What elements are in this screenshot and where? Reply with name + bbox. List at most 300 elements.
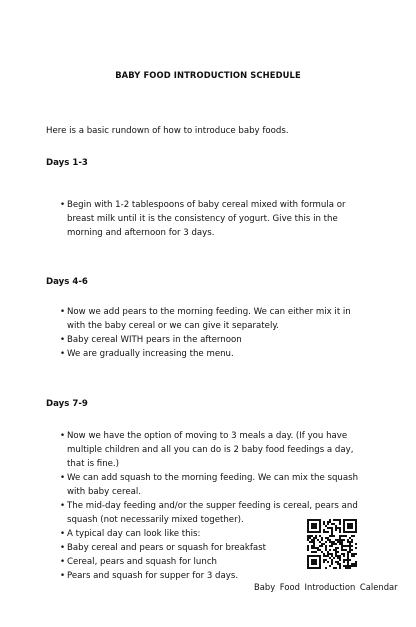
qr-module	[307, 555, 309, 557]
qr-module	[349, 547, 351, 549]
qr-module	[325, 545, 327, 547]
qr-module	[307, 521, 309, 523]
qr-module	[319, 549, 321, 551]
qr-module	[355, 529, 357, 531]
qr-module	[347, 555, 349, 557]
qr-module	[315, 525, 317, 527]
qr-module	[343, 561, 345, 563]
qr-module	[307, 557, 309, 559]
qr-module	[307, 565, 309, 567]
qr-module	[323, 555, 325, 557]
qr-module	[333, 523, 335, 525]
qr-module	[313, 547, 315, 549]
qr-module	[315, 537, 317, 539]
qr-module	[327, 523, 329, 525]
qr-module	[355, 543, 357, 545]
qr-module	[351, 539, 353, 541]
qr-module	[339, 555, 341, 557]
qr-module	[339, 531, 341, 533]
qr-module	[335, 529, 337, 531]
qr-module	[355, 525, 357, 527]
qr-module	[343, 549, 345, 551]
qr-module	[311, 541, 313, 543]
qr-module	[315, 559, 317, 561]
qr-module	[335, 551, 337, 553]
qr-module	[319, 555, 321, 557]
qr-module	[353, 565, 355, 567]
qr-module	[341, 539, 343, 541]
qr-module	[337, 563, 339, 565]
qr-module	[343, 529, 345, 531]
qr-module	[347, 525, 349, 527]
qr-module	[327, 551, 329, 553]
qr-module	[319, 531, 321, 533]
qr-module	[311, 567, 313, 569]
qr-module	[307, 567, 309, 569]
list-item: • We are gradually increasing the menu.	[62, 347, 362, 361]
qr-module	[325, 547, 327, 549]
qr-module	[331, 559, 333, 561]
qr-module	[347, 553, 349, 555]
qr-module	[331, 531, 333, 533]
qr-module	[323, 561, 325, 563]
qr-module	[319, 535, 321, 537]
qr-module	[331, 561, 333, 563]
qr-module	[353, 553, 355, 555]
qr-module	[307, 523, 309, 525]
qr-module	[319, 541, 321, 543]
qr-module	[355, 523, 357, 525]
qr-module	[309, 535, 311, 537]
qr-module	[319, 563, 321, 565]
qr-module	[335, 547, 337, 549]
qr-module	[325, 549, 327, 551]
qr-module	[339, 559, 341, 561]
qr-module	[349, 527, 351, 529]
qr-module	[307, 529, 309, 531]
qr-module	[353, 555, 355, 557]
qr-module	[327, 527, 329, 529]
qr-module	[315, 535, 317, 537]
qr-module	[345, 531, 347, 533]
qr-module	[337, 539, 339, 541]
qr-module	[351, 565, 353, 567]
qr-module	[319, 567, 321, 569]
qr-module	[339, 521, 341, 523]
qr-module	[321, 537, 323, 539]
qr-module	[343, 523, 345, 525]
qr-module	[355, 519, 357, 521]
qr-module	[313, 527, 315, 529]
list-item: • Baby cereal and pears or squash for breakfast	[62, 541, 362, 555]
qr-module	[339, 529, 341, 531]
qr-module	[355, 521, 357, 523]
qr-module	[347, 563, 349, 565]
qr-module	[339, 537, 341, 539]
footer-caption: Baby Food Introduction Calendar	[254, 582, 398, 592]
qr-module	[347, 557, 349, 559]
qr-module	[331, 545, 333, 547]
qr-module	[331, 529, 333, 531]
qr-module	[311, 559, 313, 561]
qr-module	[307, 537, 309, 539]
list-item: • The mid-day feeding and/or the supper feeding is cereal, pears and squash (not necessarily mixed together).	[62, 499, 362, 527]
qr-module	[335, 553, 337, 555]
qr-module	[351, 519, 353, 521]
qr-module	[325, 559, 327, 561]
qr-module	[339, 567, 341, 569]
section-list-days-1-3	[62, 198, 362, 240]
qr-module	[319, 557, 321, 559]
qr-module	[319, 529, 321, 531]
qr-module	[351, 553, 353, 555]
qr-module	[343, 553, 345, 555]
qr-module	[311, 519, 313, 521]
qr-module	[311, 555, 313, 557]
qr-module	[337, 557, 339, 559]
qr-module	[313, 543, 315, 545]
qr-module	[347, 531, 349, 533]
qr-module	[335, 543, 337, 545]
qr-module	[339, 539, 341, 541]
qr-module	[313, 559, 315, 561]
qr-module	[349, 519, 351, 521]
qr-module	[329, 553, 331, 555]
qr-module	[321, 539, 323, 541]
qr-module	[335, 555, 337, 557]
qr-module	[323, 521, 325, 523]
qr-module	[313, 523, 315, 525]
qr-module	[311, 545, 313, 547]
qr-code-icon[interactable]	[307, 519, 357, 569]
section-heading-days-1-3: Days 1-3	[46, 158, 88, 168]
qr-module	[345, 565, 347, 567]
qr-module	[307, 525, 309, 527]
qr-module	[337, 551, 339, 553]
qr-module	[331, 553, 333, 555]
qr-module	[311, 523, 313, 525]
qr-module	[321, 545, 323, 547]
qr-module	[329, 549, 331, 551]
qr-module	[343, 527, 345, 529]
qr-module	[327, 537, 329, 539]
qr-module	[337, 561, 339, 563]
qr-module	[349, 523, 351, 525]
qr-module	[311, 551, 313, 553]
qr-module	[311, 547, 313, 549]
qr-module	[329, 527, 331, 529]
list-item: • Baby cereal WITH pears in the afternoon	[62, 333, 362, 347]
list-item: • A typical day can look like this:	[62, 527, 362, 541]
qr-module	[315, 531, 317, 533]
qr-module	[335, 525, 337, 527]
qr-module	[355, 565, 357, 567]
qr-module	[349, 537, 351, 539]
qr-module	[347, 561, 349, 563]
qr-module	[315, 519, 317, 521]
qr-module	[307, 559, 309, 561]
qr-module	[327, 521, 329, 523]
qr-module	[333, 543, 335, 545]
qr-module	[341, 545, 343, 547]
qr-module	[317, 555, 319, 557]
qr-module	[319, 545, 321, 547]
qr-module	[335, 539, 337, 541]
qr-module	[339, 527, 341, 529]
qr-module	[333, 557, 335, 559]
qr-module	[327, 531, 329, 533]
qr-module	[315, 555, 317, 557]
qr-module	[333, 567, 335, 569]
qr-module	[335, 527, 337, 529]
qr-module	[313, 525, 315, 527]
qr-module	[341, 553, 343, 555]
qr-module	[323, 523, 325, 525]
qr-module	[329, 541, 331, 543]
qr-module	[355, 527, 357, 529]
qr-module	[349, 525, 351, 527]
qr-module	[309, 555, 311, 557]
qr-module	[313, 545, 315, 547]
qr-module	[355, 553, 357, 555]
qr-module	[319, 565, 321, 567]
qr-module	[321, 551, 323, 553]
qr-module	[331, 555, 333, 557]
qr-module	[313, 537, 315, 539]
section-heading-days-4-6: Days 4-6	[46, 277, 88, 287]
qr-module	[315, 551, 317, 553]
qr-module	[327, 555, 329, 557]
qr-module	[311, 563, 313, 565]
list-item: • Begin with 1-2 tablespoons of baby cereal mixed with formula or breast milk until it is the consistency of yogurt. Give this in the morning and afternoon for 3 days.	[62, 198, 362, 240]
qr-module	[313, 541, 315, 543]
qr-module	[315, 523, 317, 525]
qr-module	[335, 519, 337, 521]
qr-module	[343, 545, 345, 547]
qr-module	[317, 547, 319, 549]
qr-module	[331, 527, 333, 529]
qr-module	[335, 567, 337, 569]
qr-module	[307, 547, 309, 549]
qr-module	[311, 535, 313, 537]
qr-module	[313, 519, 315, 521]
qr-module	[337, 519, 339, 521]
qr-module	[325, 537, 327, 539]
qr-module	[333, 549, 335, 551]
qr-module	[331, 543, 333, 545]
qr-module	[351, 555, 353, 557]
qr-module	[335, 561, 337, 563]
qr-module	[331, 523, 333, 525]
qr-module	[319, 519, 321, 521]
qr-module	[315, 567, 317, 569]
qr-module	[313, 561, 315, 563]
qr-module	[343, 521, 345, 523]
qr-module	[343, 565, 345, 567]
qr-module	[331, 563, 333, 565]
section-list-days-4-6	[62, 305, 362, 361]
qr-module	[307, 549, 309, 551]
qr-module	[351, 525, 353, 527]
qr-module	[329, 557, 331, 559]
qr-module	[331, 535, 333, 537]
qr-module	[337, 547, 339, 549]
qr-module	[339, 523, 341, 525]
qr-module	[313, 563, 315, 565]
qr-module	[345, 559, 347, 561]
qr-module	[325, 541, 327, 543]
qr-module	[329, 565, 331, 567]
qr-module	[351, 527, 353, 529]
qr-module	[313, 531, 315, 533]
qr-module	[325, 555, 327, 557]
qr-module	[317, 567, 319, 569]
qr-module	[349, 565, 351, 567]
qr-module	[339, 541, 341, 543]
qr-module	[341, 535, 343, 537]
list-item: • Now we add pears to the morning feeding. We can either mix it in with the baby cereal or we can give it separately.	[62, 305, 362, 333]
qr-module	[323, 543, 325, 545]
qr-module	[319, 523, 321, 525]
qr-module	[353, 519, 355, 521]
qr-module	[311, 539, 313, 541]
qr-module	[307, 539, 309, 541]
qr-module	[333, 519, 335, 521]
list-item: • Pears and squash for supper for 3 days.	[62, 569, 362, 583]
qr-module	[329, 545, 331, 547]
qr-module	[355, 547, 357, 549]
qr-module	[343, 531, 345, 533]
qr-module	[323, 531, 325, 533]
qr-module	[331, 541, 333, 543]
qr-module	[351, 523, 353, 525]
qr-module	[341, 547, 343, 549]
qr-module	[347, 559, 349, 561]
qr-module	[323, 553, 325, 555]
qr-module	[327, 561, 329, 563]
qr-module	[331, 533, 333, 535]
qr-module	[339, 563, 341, 565]
qr-module	[343, 539, 345, 541]
qr-module	[321, 543, 323, 545]
qr-module	[353, 563, 355, 565]
qr-module	[309, 537, 311, 539]
qr-module	[309, 519, 311, 521]
qr-module	[329, 539, 331, 541]
qr-module	[309, 531, 311, 533]
qr-module	[341, 541, 343, 543]
qr-module	[345, 535, 347, 537]
qr-module	[329, 519, 331, 521]
qr-module	[317, 539, 319, 541]
qr-module	[353, 535, 355, 537]
list-item: • Now we have the option of moving to 3 meals a day. (If you have multiple children and all you can do is 2 baby food feedings a day, that is fine.)	[62, 429, 362, 471]
qr-module	[307, 561, 309, 563]
qr-module	[347, 539, 349, 541]
qr-module	[343, 519, 345, 521]
qr-module	[317, 531, 319, 533]
qr-module	[325, 525, 327, 527]
qr-module	[325, 567, 327, 569]
qr-module	[343, 559, 345, 561]
qr-module	[335, 549, 337, 551]
qr-module	[347, 567, 349, 569]
qr-module	[347, 523, 349, 525]
list-item: • We can add squash to the morning feeding. We can mix the squash with baby cereal.	[62, 471, 362, 499]
qr-module	[333, 541, 335, 543]
qr-module	[343, 555, 345, 557]
qr-module	[317, 549, 319, 551]
qr-module	[337, 555, 339, 557]
qr-module	[315, 561, 317, 563]
qr-module	[315, 547, 317, 549]
qr-module	[311, 561, 313, 563]
qr-module	[343, 525, 345, 527]
qr-module	[313, 551, 315, 553]
qr-module	[319, 559, 321, 561]
qr-module	[307, 535, 309, 537]
qr-module	[347, 541, 349, 543]
qr-module	[349, 551, 351, 553]
qr-module	[315, 563, 317, 565]
qr-module	[349, 543, 351, 545]
qr-module	[329, 535, 331, 537]
qr-module	[319, 527, 321, 529]
qr-module	[347, 519, 349, 521]
qr-module	[327, 539, 329, 541]
qr-module	[307, 531, 309, 533]
document-title: BABY FOOD INTRODUCTION SCHEDULE	[115, 70, 301, 80]
qr-module	[311, 525, 313, 527]
qr-module	[327, 553, 329, 555]
list-item: • Cereal, pears and squash for lunch	[62, 555, 362, 569]
qr-module	[351, 563, 353, 565]
qr-module	[347, 527, 349, 529]
section-heading-days-7-9: Days 7-9	[46, 399, 88, 409]
qr-module	[353, 531, 355, 533]
qr-module	[333, 535, 335, 537]
qr-module	[319, 561, 321, 563]
qr-module	[351, 549, 353, 551]
qr-module	[339, 557, 341, 559]
qr-module	[349, 567, 351, 569]
qr-module	[347, 565, 349, 567]
qr-module	[307, 519, 309, 521]
qr-module	[341, 543, 343, 545]
qr-module	[329, 521, 331, 523]
qr-module	[355, 561, 357, 563]
qr-module	[315, 527, 317, 529]
qr-module	[349, 545, 351, 547]
qr-module	[325, 531, 327, 533]
qr-module	[323, 559, 325, 561]
qr-module	[341, 549, 343, 551]
intro-text: Here is a basic rundown of how to introduce baby foods.	[46, 126, 289, 136]
qr-module	[343, 535, 345, 537]
qr-module	[349, 549, 351, 551]
qr-module	[309, 567, 311, 569]
qr-module	[349, 541, 351, 543]
qr-module	[347, 545, 349, 547]
qr-module	[351, 535, 353, 537]
qr-module	[347, 551, 349, 553]
qr-module	[313, 539, 315, 541]
qr-module	[345, 567, 347, 569]
qr-module	[345, 549, 347, 551]
qr-module	[351, 531, 353, 533]
qr-module	[311, 531, 313, 533]
qr-module	[339, 535, 341, 537]
